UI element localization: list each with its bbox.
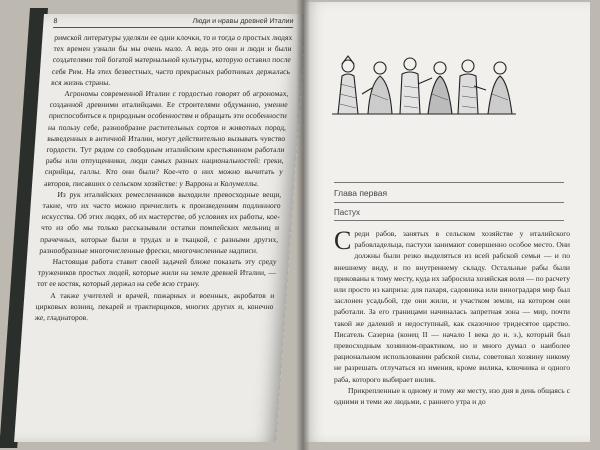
left-paragraph: А также учителей и врачей, пожарных и военных, акробатов и цирковых возниц, пекарей и трактирщиков, многих других и, конечно же, гладиаторов.: [34, 290, 275, 323]
left-page-number: 8: [53, 18, 58, 25]
left-running-head: Люди и нравы древней Италии: [192, 18, 294, 25]
left-paragraph: Из рук италийских ремесленников выходили превосходные вещи, такие, что их часто можно причислить к произведениям подлинного искусства. Об этих людях, об их мастерстве, об условиях их работы, кое-что из обо мы только рассказывали остатки помпейских мельниц и прачечных, которые были в трудах и в ткацкой, с разными других, разнообразные многочисленные фрески, многочисленные надписи.: [39, 189, 282, 255]
right-paragraph-text: реди рабов, занятых в сельском хозяйстве у италийского рабовладельца, пастухи занимают совершенно особое место. Они должны были резко выделяться из всей рабской семьи — и по внешнему виду, и по внутреннему складу. Остальные рабы были прикованы к тому месту, куда их забросила хозяйская воля — по расчету или просто из каприза: для пахаря, садовника или виноградаря мир был заслонен усадьбой, где они жили, и участком земли, на котором они работали. За его границами начиналась запретная зона — мир, почти такой же далекий и недоступный, как сказочное тридесятое царство. Писатель Сазерна (конец II — начало I века до н. э.), который был превосходным хозяином-практиком, но и много думал о наиболее рациональном использовании рабской силы, советовал хозяину никому не разрешать отлучаться из имения, кроме вилика, ключника и одного раба, которого выбирает вилик.: [334, 229, 570, 384]
right-page: [304, 2, 590, 442]
left-page: [14, 14, 306, 442]
book-spine-shadow: [296, 0, 310, 450]
chapter-title: Глава первая: [334, 188, 388, 198]
chapter-subtitle: Пастух: [334, 208, 360, 217]
left-body-text: [34, 32, 292, 323]
left-paragraph: Агрономы современной Италии с гордостью говорят об агрономах, созданной древними италийцами. Ее строителями обдуманно, умение приспособиться к природным особенностям и обращать эти особенности на пользу себе, разнообразие растительных сортов и животных пород, выведенных в античной Италии, могут действительно вызывать чувство гордости. Тут рядом со свободным италийским крестьянином работали рабы или отпущенники, люди самых разных национальностей: греки, сирийцы, галлы. Кто они были? Кое-что о них можно вычитать у авторов, писавших о сельском хозяйстве: у Варрона и Колумеллы.: [43, 89, 289, 188]
chapter-rule-middle: [334, 202, 564, 203]
drop-cap: С: [334, 226, 352, 255]
right-first-paragraph: [334, 228, 570, 385]
chapter-rule-top: [334, 182, 564, 183]
chapter-rule-bottom: [334, 220, 564, 221]
left-running-header: [53, 18, 294, 28]
right-body-text: [334, 228, 570, 407]
left-paragraph: Настоящая работа ставит своей задачей ближе показать эту среду тружеников простых людей, которые жили на земле древней Италии, — тот ее костяк, который держал на себе всю страну.: [36, 257, 278, 289]
roman-relief-illustration: [328, 54, 520, 116]
left-paragraph: римской литературы уделяли ее одни клочки, то и тогда о простых людях тех времен узнали бы мы очень мало. А ведь это они и люди и были создателями той богатой материальной культуры, которую оставил после себя Рим. На этих безвестных, часто прекрасных работниках держалась вся жизнь страны.: [50, 33, 293, 87]
right-paragraph: Прикрепленные к одному и тому же месту, изо дня в день общаясь с одними и теми же людьми, с раннего утра и до: [334, 385, 570, 407]
